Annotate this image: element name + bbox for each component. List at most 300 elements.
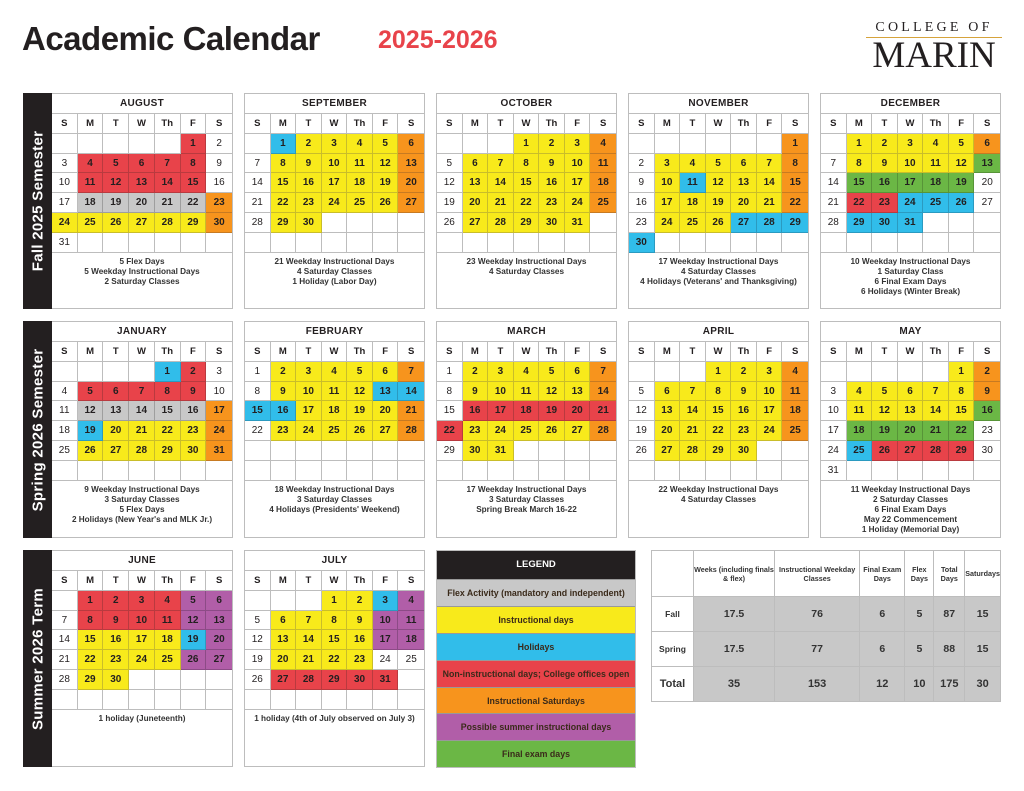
empty-day-cell — [322, 461, 348, 481]
day-cell: 23 — [347, 650, 373, 670]
weekday-header: T — [488, 342, 514, 362]
day-cell: 6 — [463, 154, 489, 174]
summary-cell: 15 — [965, 597, 1001, 632]
day-cell: 6 — [731, 154, 757, 174]
day-cell: 25 — [155, 650, 181, 670]
legend — [436, 550, 636, 768]
day-cell: 17 — [129, 630, 155, 650]
empty-day-cell — [296, 461, 322, 481]
weekday-header: F — [757, 342, 783, 362]
day-cell: 29 — [271, 213, 297, 233]
day-cell: 21 — [52, 650, 78, 670]
day-cell: 8 — [245, 382, 271, 402]
summary-cell: 35 — [694, 667, 775, 702]
empty-day-cell — [655, 134, 681, 154]
logo-bottom-text: MARIN — [872, 35, 996, 76]
empty-day-cell — [872, 362, 898, 382]
month-name: OCTOBER — [437, 94, 616, 114]
day-cell: 4 — [322, 362, 348, 382]
note-line: May 22 Commencement — [863, 514, 958, 524]
day-cell: 16 — [731, 401, 757, 421]
day-cell: 28 — [923, 441, 949, 461]
day-cell: 7 — [129, 382, 155, 402]
day-cell: 17 — [322, 173, 348, 193]
day-cell: 24 — [655, 213, 681, 233]
empty-day-cell — [271, 461, 297, 481]
empty-day-cell — [78, 461, 104, 481]
day-cell: 28 — [245, 213, 271, 233]
legend-item-saturdays: Instructional Saturdays — [437, 687, 635, 714]
day-cell: 2 — [974, 362, 1000, 382]
day-cell: 19 — [181, 630, 207, 650]
day-cell: 21 — [245, 193, 271, 213]
day-grid — [629, 114, 808, 253]
day-cell: 13 — [898, 401, 924, 421]
day-cell: 11 — [52, 401, 78, 421]
empty-day-cell — [629, 362, 655, 382]
empty-day-cell — [539, 441, 565, 461]
day-cell: 5 — [103, 154, 129, 174]
day-cell: 28 — [821, 213, 847, 233]
summary-header: Weeks (including finals & flex) — [694, 551, 775, 597]
day-cell: 4 — [923, 134, 949, 154]
empty-day-cell — [847, 362, 873, 382]
day-cell: 13 — [565, 382, 591, 402]
day-cell: 1 — [706, 362, 732, 382]
summary-header: Flex Days — [905, 551, 934, 597]
day-cell: 10 — [52, 173, 78, 193]
weekday-header: M — [271, 571, 297, 591]
empty-day-cell — [847, 233, 873, 253]
day-cell: 17 — [488, 401, 514, 421]
weekday-header: F — [949, 114, 975, 134]
note-line: 2 Saturday Classes — [104, 276, 180, 286]
day-cell: 18 — [52, 421, 78, 441]
month-name: FEBRUARY — [245, 322, 424, 342]
day-cell: 9 — [463, 382, 489, 402]
day-cell: 12 — [437, 173, 463, 193]
note-line: 1 Holiday (Memorial Day) — [861, 524, 960, 534]
weekday-header: M — [655, 342, 681, 362]
weekday-header: W — [129, 571, 155, 591]
month-june — [52, 550, 233, 767]
weekday-header: F — [565, 114, 591, 134]
note-line: 6 Holidays (Winter Break) — [860, 286, 961, 296]
note-line: Spring Break March 16-22 — [476, 504, 577, 514]
empty-day-cell — [271, 441, 297, 461]
empty-day-cell — [103, 690, 129, 710]
day-cell: 9 — [731, 382, 757, 402]
day-cell: 12 — [245, 630, 271, 650]
row-label: Spring — [652, 632, 694, 667]
empty-day-cell — [78, 233, 104, 253]
empty-day-cell — [129, 134, 155, 154]
day-cell: 2 — [731, 362, 757, 382]
day-cell: 14 — [488, 173, 514, 193]
empty-day-cell — [923, 461, 949, 481]
weekday-header: Th — [539, 342, 565, 362]
note-line: 6 Final Exam Days — [874, 504, 947, 514]
note-line: 17 Weekday Instructional Days — [658, 256, 779, 266]
weekday-header: Th — [347, 571, 373, 591]
legend-item-flex: Flex Activity (mandatory and independent) — [437, 579, 635, 606]
weekday-header: S — [245, 571, 271, 591]
day-cell: 21 — [680, 421, 706, 441]
day-cell: 25 — [322, 421, 348, 441]
day-cell: 14 — [245, 173, 271, 193]
day-cell: 1 — [271, 134, 297, 154]
day-cell: 4 — [847, 382, 873, 402]
day-cell: 15 — [181, 173, 207, 193]
summary-header: Instructional Weekday Classes — [775, 551, 860, 597]
empty-day-cell — [923, 233, 949, 253]
legend-item-non-instructional: Non-instructional days; College offices open — [437, 660, 635, 687]
day-cell: 9 — [974, 382, 1000, 402]
day-cell: 20 — [271, 650, 297, 670]
day-cell: 17 — [52, 193, 78, 213]
summary-cell: 153 — [775, 667, 860, 702]
weekday-header: M — [847, 114, 873, 134]
day-cell: 12 — [706, 173, 732, 193]
day-cell: 28 — [398, 421, 424, 441]
empty-day-cell — [129, 362, 155, 382]
day-cell: 7 — [488, 154, 514, 174]
empty-day-cell — [155, 134, 181, 154]
month-december — [820, 93, 1001, 309]
day-cell: 27 — [373, 421, 399, 441]
empty-day-cell — [52, 134, 78, 154]
note-line: 4 Saturday Classes — [296, 266, 373, 276]
empty-day-cell — [437, 461, 463, 481]
note-line: 2 Holidays (New Year's and MLK Jr.) — [71, 514, 213, 524]
empty-day-cell — [245, 233, 271, 253]
term-band-summer — [23, 550, 52, 767]
empty-day-cell — [52, 690, 78, 710]
day-cell: 13 — [103, 401, 129, 421]
day-cell: 26 — [437, 213, 463, 233]
month-may — [820, 321, 1001, 538]
weekday-header: Th — [347, 342, 373, 362]
weekday-header: S — [52, 571, 78, 591]
day-cell: 11 — [590, 154, 616, 174]
day-cell: 20 — [206, 630, 232, 650]
day-cell: 26 — [347, 421, 373, 441]
note-line: 4 Saturday Classes — [680, 266, 757, 276]
weekday-header: S — [206, 571, 232, 591]
empty-day-cell — [129, 233, 155, 253]
empty-day-cell — [847, 461, 873, 481]
empty-day-cell — [706, 233, 732, 253]
day-cell: 2 — [296, 134, 322, 154]
weekday-header: S — [245, 114, 271, 134]
day-cell: 6 — [898, 382, 924, 402]
day-grid — [629, 342, 808, 481]
day-cell: 18 — [155, 630, 181, 650]
day-grid — [52, 571, 232, 710]
weekday-header: W — [129, 342, 155, 362]
college-logo — [866, 20, 1002, 74]
weekday-header: S — [821, 114, 847, 134]
weekday-header: Th — [731, 114, 757, 134]
empty-day-cell — [731, 233, 757, 253]
day-cell: 30 — [296, 213, 322, 233]
weekday-header: F — [565, 342, 591, 362]
note-line: 3 Saturday Classes — [104, 494, 180, 504]
weekday-header: Th — [923, 114, 949, 134]
day-cell: 14 — [590, 382, 616, 402]
day-cell: 7 — [821, 154, 847, 174]
note-line: 3 Saturday Classes — [488, 494, 565, 504]
empty-day-cell — [181, 233, 207, 253]
empty-day-cell — [296, 233, 322, 253]
day-cell: 26 — [949, 193, 975, 213]
day-cell: 31 — [565, 213, 591, 233]
empty-day-cell — [898, 461, 924, 481]
empty-day-cell — [782, 233, 808, 253]
day-cell: 2 — [629, 154, 655, 174]
weekday-header: S — [974, 342, 1000, 362]
empty-day-cell — [181, 670, 207, 690]
empty-day-cell — [129, 690, 155, 710]
day-cell: 12 — [78, 401, 104, 421]
day-cell: 24 — [898, 193, 924, 213]
empty-day-cell — [206, 233, 232, 253]
day-cell: 9 — [872, 154, 898, 174]
empty-day-cell — [398, 670, 424, 690]
day-cell: 2 — [271, 362, 297, 382]
day-cell: 20 — [103, 421, 129, 441]
summary-header: Final Exam Days — [860, 551, 905, 597]
day-cell: 11 — [680, 173, 706, 193]
day-cell: 19 — [629, 421, 655, 441]
weekday-header: S — [206, 342, 232, 362]
day-cell: 13 — [463, 173, 489, 193]
day-cell: 21 — [923, 421, 949, 441]
day-cell: 4 — [782, 362, 808, 382]
day-cell: 19 — [949, 173, 975, 193]
weekday-header: Th — [923, 342, 949, 362]
day-cell: 17 — [655, 193, 681, 213]
summary-cell: 17.5 — [694, 632, 775, 667]
weekday-header: T — [296, 342, 322, 362]
empty-day-cell — [590, 441, 616, 461]
weekday-header: W — [898, 342, 924, 362]
empty-day-cell — [757, 233, 783, 253]
day-cell: 16 — [463, 401, 489, 421]
summary-row-spring — [652, 632, 1001, 667]
empty-day-cell — [155, 233, 181, 253]
day-cell: 21 — [296, 650, 322, 670]
day-cell: 5 — [629, 382, 655, 402]
day-cell: 14 — [129, 401, 155, 421]
day-cell: 13 — [271, 630, 297, 650]
page-title: Academic Calendar — [22, 20, 320, 57]
empty-day-cell — [181, 461, 207, 481]
day-cell: 26 — [373, 193, 399, 213]
day-cell: 22 — [782, 193, 808, 213]
day-cell: 21 — [821, 193, 847, 213]
day-cell: 27 — [655, 441, 681, 461]
day-cell: 4 — [514, 362, 540, 382]
summary-header: Total Days — [934, 551, 965, 597]
day-cell: 26 — [706, 213, 732, 233]
day-cell: 3 — [488, 362, 514, 382]
day-cell: 6 — [373, 362, 399, 382]
day-cell: 24 — [296, 421, 322, 441]
empty-day-cell — [949, 461, 975, 481]
weekday-header: S — [398, 571, 424, 591]
empty-day-cell — [155, 461, 181, 481]
empty-day-cell — [437, 233, 463, 253]
empty-day-cell — [731, 134, 757, 154]
day-cell: 10 — [757, 382, 783, 402]
empty-day-cell — [565, 441, 591, 461]
day-cell: 18 — [782, 401, 808, 421]
day-cell: 28 — [680, 441, 706, 461]
empty-day-cell — [872, 461, 898, 481]
day-cell: 10 — [373, 611, 399, 631]
day-cell: 29 — [847, 213, 873, 233]
weekday-header: S — [398, 114, 424, 134]
note-line: 5 Flex Days — [119, 256, 165, 266]
empty-day-cell — [206, 461, 232, 481]
month-notes — [821, 253, 1000, 297]
day-cell: 16 — [347, 630, 373, 650]
day-cell: 31 — [373, 670, 399, 690]
day-cell: 18 — [680, 193, 706, 213]
day-cell: 22 — [847, 193, 873, 213]
summary-cell: 88 — [934, 632, 965, 667]
weekday-header: Th — [539, 114, 565, 134]
day-cell: 3 — [52, 154, 78, 174]
day-cell: 25 — [923, 193, 949, 213]
note-line: 4 Saturday Classes — [488, 266, 565, 276]
day-cell: 23 — [206, 193, 232, 213]
month-name: MAY — [821, 322, 1000, 342]
day-grid — [52, 114, 232, 253]
day-cell: 26 — [103, 213, 129, 233]
day-cell: 22 — [155, 421, 181, 441]
month-notes — [629, 481, 808, 505]
weekday-header: M — [463, 114, 489, 134]
day-cell: 2 — [872, 134, 898, 154]
weekday-header: S — [590, 114, 616, 134]
day-cell: 22 — [271, 193, 297, 213]
day-cell: 11 — [78, 173, 104, 193]
day-cell: 25 — [680, 213, 706, 233]
summary-row-fall — [652, 597, 1001, 632]
month-january — [52, 321, 233, 538]
day-cell: 25 — [398, 650, 424, 670]
empty-day-cell — [514, 461, 540, 481]
summary-cell: 175 — [934, 667, 965, 702]
term-band-fall — [23, 93, 52, 309]
empty-day-cell — [398, 233, 424, 253]
month-notes — [245, 481, 424, 515]
day-cell: 29 — [514, 213, 540, 233]
day-cell: 3 — [206, 362, 232, 382]
empty-day-cell — [898, 362, 924, 382]
day-cell: 29 — [437, 441, 463, 461]
day-cell: 1 — [847, 134, 873, 154]
empty-day-cell — [782, 441, 808, 461]
weekday-header: T — [296, 571, 322, 591]
day-cell: 16 — [539, 173, 565, 193]
day-cell: 24 — [488, 421, 514, 441]
day-cell: 28 — [129, 441, 155, 461]
empty-day-cell — [539, 461, 565, 481]
day-cell: 1 — [782, 134, 808, 154]
day-cell: 10 — [322, 154, 348, 174]
day-cell: 25 — [782, 421, 808, 441]
empty-day-cell — [103, 134, 129, 154]
day-grid — [245, 114, 424, 253]
day-cell: 24 — [52, 213, 78, 233]
empty-day-cell — [296, 441, 322, 461]
day-cell: 4 — [78, 154, 104, 174]
weekday-header: F — [373, 114, 399, 134]
day-cell: 24 — [565, 193, 591, 213]
empty-day-cell — [872, 233, 898, 253]
weekday-header: Th — [155, 571, 181, 591]
day-cell: 17 — [373, 630, 399, 650]
empty-day-cell — [347, 441, 373, 461]
day-cell: 21 — [590, 401, 616, 421]
day-cell: 18 — [78, 193, 104, 213]
day-cell: 11 — [923, 154, 949, 174]
day-cell: 6 — [103, 382, 129, 402]
day-cell: 30 — [347, 670, 373, 690]
day-cell: 27 — [103, 441, 129, 461]
empty-day-cell — [296, 591, 322, 611]
day-cell: 6 — [974, 134, 1000, 154]
day-cell: 19 — [347, 401, 373, 421]
empty-day-cell — [398, 213, 424, 233]
day-cell: 11 — [782, 382, 808, 402]
day-cell: 5 — [706, 154, 732, 174]
day-cell: 29 — [949, 441, 975, 461]
day-cell: 16 — [872, 173, 898, 193]
month-november — [628, 93, 809, 309]
day-cell: 13 — [206, 611, 232, 631]
empty-day-cell — [974, 461, 1000, 481]
empty-day-cell — [590, 461, 616, 481]
empty-day-cell — [629, 134, 655, 154]
empty-day-cell — [514, 233, 540, 253]
weekday-header: W — [898, 114, 924, 134]
day-cell: 27 — [731, 213, 757, 233]
day-cell: 23 — [539, 193, 565, 213]
day-cell: 15 — [271, 173, 297, 193]
day-cell: 14 — [923, 401, 949, 421]
weekday-header: S — [629, 114, 655, 134]
month-notes — [821, 481, 1000, 535]
day-cell: 24 — [129, 650, 155, 670]
weekday-header: S — [821, 342, 847, 362]
empty-day-cell — [590, 233, 616, 253]
note-line: 1 holiday (Juneteenth) — [98, 713, 186, 723]
weekday-header: T — [680, 342, 706, 362]
day-cell: 28 — [488, 213, 514, 233]
day-cell: 24 — [206, 421, 232, 441]
empty-day-cell — [206, 690, 232, 710]
day-cell: 7 — [155, 154, 181, 174]
day-cell: 26 — [872, 441, 898, 461]
month-july — [244, 550, 425, 767]
term-band-spring — [23, 321, 52, 538]
day-cell: 14 — [757, 173, 783, 193]
day-cell: 19 — [437, 193, 463, 213]
